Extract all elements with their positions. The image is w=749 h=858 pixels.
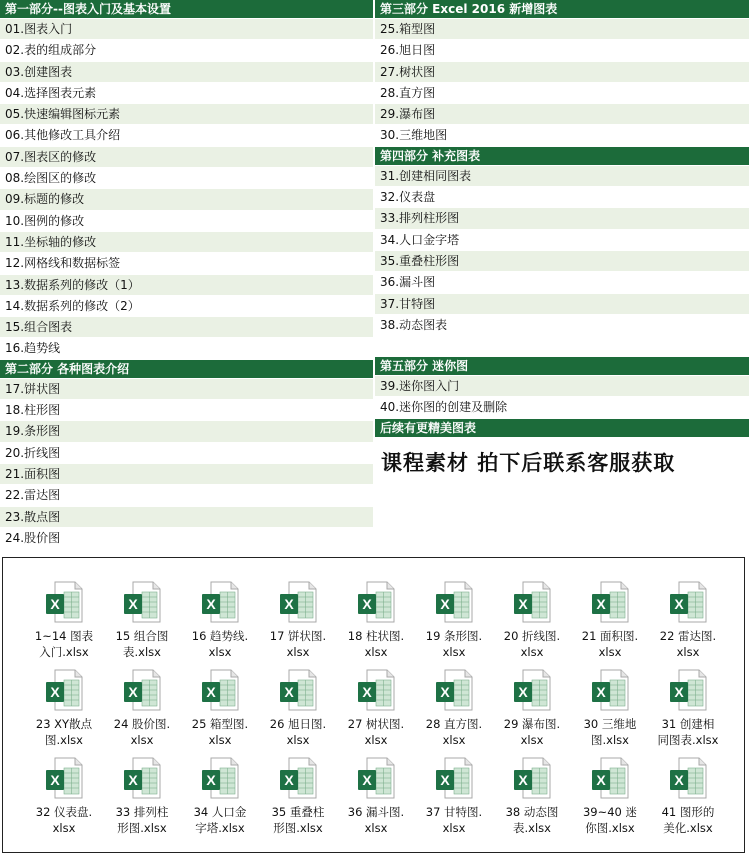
- file-name-line1: 22 雷达图.: [659, 629, 717, 643]
- svg-text:X: X: [440, 772, 450, 788]
- spacer: [375, 336, 749, 357]
- file-item[interactable]: [415, 660, 493, 748]
- list-item[interactable]: 12.网格线和数据标签: [0, 253, 373, 274]
- list-item[interactable]: 30.三维地图: [375, 125, 749, 146]
- excel-file-icon: [201, 756, 239, 800]
- file-name-line1: 35 重叠柱: [271, 805, 325, 819]
- file-item[interactable]: [259, 660, 337, 748]
- file-name: [181, 628, 259, 660]
- file-name: [181, 804, 259, 836]
- file-name-line2: xlsx: [286, 645, 310, 659]
- svg-text:X: X: [674, 596, 684, 612]
- svg-text:X: X: [50, 772, 60, 788]
- excel-file-icon: [357, 668, 395, 712]
- file-name-line1: 18 柱状图.: [347, 629, 405, 643]
- file-name: [493, 804, 571, 836]
- section4-list: [375, 166, 749, 336]
- excel-file-icon: [435, 580, 473, 624]
- file-name-line2: xlsx: [52, 821, 76, 835]
- file-name: [649, 716, 727, 748]
- svg-text:X: X: [518, 772, 528, 788]
- promo-text: 课程素材 拍下后联系客服获取: [375, 438, 749, 488]
- list-item[interactable]: 35.重叠柱形图: [375, 251, 749, 272]
- file-item[interactable]: [259, 572, 337, 660]
- svg-text:X: X: [284, 772, 294, 788]
- section5-header: 第五部分 迷你图: [375, 357, 749, 376]
- file-name-line2: 形图.xlsx: [273, 821, 323, 835]
- excel-file-icon: [591, 668, 629, 712]
- list-item[interactable]: 22.雷达图: [0, 485, 373, 506]
- excel-file-icon: [669, 580, 707, 624]
- list-item[interactable]: 23.散点图: [0, 507, 373, 528]
- svg-text:X: X: [596, 684, 606, 700]
- list-item[interactable]: 29.瀑布图: [375, 104, 749, 125]
- list-item[interactable]: 38.动态图表: [375, 315, 749, 336]
- svg-text:X: X: [440, 684, 450, 700]
- list-item[interactable]: 34.人口金字塔: [375, 230, 749, 251]
- file-name: [259, 804, 337, 836]
- file-item[interactable]: [259, 748, 337, 836]
- excel-file-icon: [45, 580, 83, 624]
- svg-text:X: X: [128, 772, 138, 788]
- list-item[interactable]: 33.排列柱形图: [375, 208, 749, 229]
- section3-header: 第三部分 Excel 2016 新增图表: [375, 0, 749, 19]
- excel-file-icon: [591, 756, 629, 800]
- file-name-line1: 31 创建相: [661, 717, 715, 731]
- list-item[interactable]: 20.折线图: [0, 443, 373, 464]
- excel-file-icon: [669, 756, 707, 800]
- list-item[interactable]: 19.条形图: [0, 421, 373, 442]
- section5-list: [375, 376, 749, 419]
- file-name-line2: 同图表.xlsx: [657, 733, 719, 747]
- file-item[interactable]: [103, 572, 181, 660]
- svg-text:X: X: [284, 596, 294, 612]
- svg-text:X: X: [362, 596, 372, 612]
- file-name-line1: 27 树状图.: [347, 717, 405, 731]
- file-item[interactable]: [337, 572, 415, 660]
- list-item[interactable]: 04.选择图表元素: [0, 83, 373, 104]
- list-item[interactable]: 21.面积图: [0, 464, 373, 485]
- file-name-line1: 26 旭日图.: [269, 717, 327, 731]
- file-name-line1: 30 三维地: [583, 717, 637, 731]
- excel-file-icon: [201, 668, 239, 712]
- file-name: [25, 628, 103, 660]
- file-name-line1: 19 条形图.: [425, 629, 483, 643]
- excel-file-icon: [45, 668, 83, 712]
- excel-file-icon: [435, 668, 473, 712]
- excel-file-icon: [45, 756, 83, 800]
- file-name: [103, 628, 181, 660]
- file-name: [571, 804, 649, 836]
- file-name-line2: xlsx: [364, 821, 388, 835]
- svg-text:X: X: [128, 596, 138, 612]
- list-item[interactable]: 17.饼状图: [0, 379, 373, 400]
- section4-header: 第四部分 补充图表: [375, 147, 749, 166]
- excel-file-icon: [357, 756, 395, 800]
- svg-text:X: X: [518, 684, 528, 700]
- file-name-line1: 21 面积图.: [581, 629, 639, 643]
- file-name: [103, 804, 181, 836]
- left-column: [0, 0, 373, 549]
- file-name: [259, 628, 337, 660]
- file-item[interactable]: [571, 572, 649, 660]
- list-item[interactable]: 37.甘特图: [375, 294, 749, 315]
- excel-file-icon: [279, 756, 317, 800]
- list-item[interactable]: 14.数据系列的修改（2）: [0, 296, 373, 317]
- file-item[interactable]: [103, 660, 181, 748]
- file-name: [259, 716, 337, 748]
- file-name: [649, 804, 727, 836]
- list-item[interactable]: 09.标题的修改: [0, 189, 373, 210]
- file-name-line1: 37 甘特图.: [425, 805, 483, 819]
- file-item[interactable]: [25, 748, 103, 836]
- file-name: [493, 716, 571, 748]
- list-item[interactable]: 27.树状图: [375, 62, 749, 83]
- file-name-line2: 你图.xlsx: [585, 821, 635, 835]
- file-name-line2: 图.xlsx: [591, 733, 629, 747]
- file-item[interactable]: [415, 748, 493, 836]
- svg-text:X: X: [596, 772, 606, 788]
- list-item[interactable]: 16.趋势线: [0, 338, 373, 359]
- file-name-line2: 字塔.xlsx: [195, 821, 245, 835]
- file-name-line2: xlsx: [442, 645, 466, 659]
- file-name-line2: xlsx: [208, 733, 232, 747]
- right-column: [375, 0, 749, 488]
- file-item[interactable]: [571, 660, 649, 748]
- list-item[interactable]: 08.绘图区的修改: [0, 168, 373, 189]
- file-item[interactable]: [649, 660, 727, 748]
- section1-list: [0, 19, 373, 360]
- file-grid: [25, 572, 725, 842]
- excel-file-icon: [123, 580, 161, 624]
- file-item[interactable]: [649, 748, 727, 836]
- svg-text:X: X: [206, 684, 216, 700]
- file-name: [415, 716, 493, 748]
- list-item[interactable]: 10.图例的修改: [0, 211, 373, 232]
- file-name-line2: xlsx: [442, 821, 466, 835]
- file-item[interactable]: [181, 660, 259, 748]
- file-name-line1: 17 饼状图.: [269, 629, 327, 643]
- excel-file-icon: [669, 668, 707, 712]
- file-name: [25, 716, 103, 748]
- file-name-line2: xlsx: [520, 645, 544, 659]
- file-item[interactable]: [571, 748, 649, 836]
- file-name-line1: 24 股价图.: [113, 717, 171, 731]
- list-item[interactable]: 32.仪表盘: [375, 187, 749, 208]
- list-item[interactable]: 06.其他修改工具介绍: [0, 125, 373, 146]
- list-item[interactable]: 39.迷你图入门: [375, 376, 749, 397]
- svg-text:X: X: [518, 596, 528, 612]
- file-name: [571, 628, 649, 660]
- file-item[interactable]: [25, 572, 103, 660]
- excel-file-icon: [513, 580, 551, 624]
- svg-text:X: X: [674, 772, 684, 788]
- file-panel: [2, 557, 745, 853]
- excel-file-icon: [513, 668, 551, 712]
- file-name-line2: 表.xlsx: [123, 645, 161, 659]
- list-item[interactable]: 03.创建图表: [0, 62, 373, 83]
- list-item[interactable]: 40.迷你图的创建及删除: [375, 397, 749, 418]
- file-item[interactable]: [103, 748, 181, 836]
- file-item[interactable]: [337, 748, 415, 836]
- excel-file-icon: [513, 756, 551, 800]
- list-item[interactable]: 36.漏斗图: [375, 272, 749, 293]
- file-item[interactable]: [493, 748, 571, 836]
- file-name-line2: xlsx: [364, 645, 388, 659]
- file-name-line2: xlsx: [598, 645, 622, 659]
- file-name-line2: xlsx: [208, 645, 232, 659]
- file-name-line1: 32 仪表盘.: [35, 805, 93, 819]
- excel-file-icon: [357, 580, 395, 624]
- list-item[interactable]: 18.柱形图: [0, 400, 373, 421]
- file-name-line1: 1~14 图表: [34, 629, 94, 643]
- file-item[interactable]: [181, 748, 259, 836]
- excel-file-icon: [123, 756, 161, 800]
- file-name: [337, 628, 415, 660]
- file-name-line2: 美化.xlsx: [663, 821, 713, 835]
- excel-file-icon: [279, 580, 317, 624]
- list-item[interactable]: 25.箱型图: [375, 19, 749, 40]
- svg-text:X: X: [50, 596, 60, 612]
- section3-list: [375, 19, 749, 147]
- file-name-line2: xlsx: [442, 733, 466, 747]
- file-name-line2: xlsx: [676, 645, 700, 659]
- excel-file-icon: [591, 580, 629, 624]
- file-name: [337, 716, 415, 748]
- file-name-line1: 23 XY散点: [35, 717, 93, 731]
- list-item[interactable]: 15.组合图表: [0, 317, 373, 338]
- file-name: [649, 628, 727, 660]
- svg-text:X: X: [440, 596, 450, 612]
- file-name: [571, 716, 649, 748]
- file-name-line2: 形图.xlsx: [117, 821, 167, 835]
- svg-text:X: X: [128, 684, 138, 700]
- file-name-line1: 29 瀑布图.: [503, 717, 561, 731]
- file-name-line1: 28 直方图.: [425, 717, 483, 731]
- list-item[interactable]: 01.图表入门: [0, 19, 373, 40]
- svg-text:X: X: [206, 596, 216, 612]
- svg-text:X: X: [596, 596, 606, 612]
- list-item[interactable]: 11.坐标轴的修改: [0, 232, 373, 253]
- file-name-line1: 16 趋势线.: [191, 629, 249, 643]
- excel-file-icon: [435, 756, 473, 800]
- list-item[interactable]: 02.表的组成部分: [0, 40, 373, 61]
- excel-file-icon: [201, 580, 239, 624]
- file-name-line2: 入门.xlsx: [39, 645, 89, 659]
- file-name: [415, 628, 493, 660]
- svg-text:X: X: [284, 684, 294, 700]
- list-item[interactable]: 28.直方图: [375, 83, 749, 104]
- section2-header: 第二部分 各种图表介绍: [0, 360, 373, 379]
- svg-text:X: X: [674, 684, 684, 700]
- file-item[interactable]: [493, 660, 571, 748]
- file-name-line1: 39~40 迷: [582, 805, 638, 819]
- more-charts-header: 后续有更精美图表: [375, 419, 749, 438]
- svg-text:X: X: [362, 772, 372, 788]
- section2-list: [0, 379, 373, 549]
- file-name-line2: xlsx: [130, 733, 154, 747]
- file-item[interactable]: [415, 572, 493, 660]
- file-name-line1: 33 排列柱: [115, 805, 169, 819]
- file-item[interactable]: [25, 660, 103, 748]
- list-item[interactable]: 24.股价图: [0, 528, 373, 549]
- file-name: [181, 716, 259, 748]
- list-item[interactable]: 05.快速编辑图标元素: [0, 104, 373, 125]
- list-item[interactable]: 31.创建相同图表: [375, 166, 749, 187]
- file-name-line1: 20 折线图.: [503, 629, 561, 643]
- file-name-line1: 38 动态图: [505, 805, 559, 819]
- svg-text:X: X: [362, 684, 372, 700]
- file-name-line1: 34 人口金: [193, 805, 247, 819]
- file-name-line2: 图.xlsx: [45, 733, 83, 747]
- file-name: [415, 804, 493, 836]
- file-name: [337, 804, 415, 836]
- file-name-line1: 15 组合图: [115, 629, 169, 643]
- file-item[interactable]: [493, 572, 571, 660]
- file-name-line1: 41 图形的: [661, 805, 715, 819]
- svg-text:X: X: [50, 684, 60, 700]
- file-name-line2: xlsx: [286, 733, 310, 747]
- file-name: [25, 804, 103, 836]
- svg-text:X: X: [206, 772, 216, 788]
- file-item[interactable]: [649, 572, 727, 660]
- file-name: [493, 628, 571, 660]
- file-name: [103, 716, 181, 748]
- list-item[interactable]: 07.图表区的修改: [0, 147, 373, 168]
- file-name-line2: xlsx: [364, 733, 388, 747]
- section1-header: 第一部分--图表入门及基本设置: [0, 0, 373, 19]
- list-item[interactable]: 26.旭日图: [375, 40, 749, 61]
- file-name-line2: 表.xlsx: [513, 821, 551, 835]
- file-name-line1: 36 漏斗图.: [347, 805, 405, 819]
- file-name-line2: xlsx: [520, 733, 544, 747]
- list-item[interactable]: 13.数据系列的修改（1）: [0, 275, 373, 296]
- file-item[interactable]: [337, 660, 415, 748]
- file-name-line1: 25 箱型图.: [191, 717, 249, 731]
- excel-file-icon: [279, 668, 317, 712]
- excel-file-icon: [123, 668, 161, 712]
- file-item[interactable]: [181, 572, 259, 660]
